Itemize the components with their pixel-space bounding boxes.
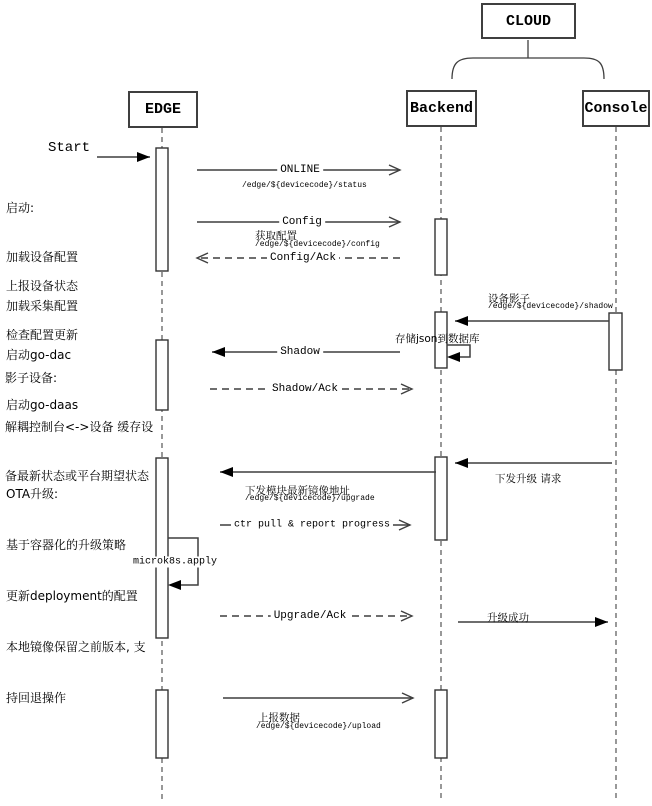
- participant-edge: [128, 91, 198, 128]
- self-store-json-label: 存储json到数据库: [395, 333, 480, 345]
- participant-backend-label: Backend: [409, 100, 473, 117]
- self-microk8s-label: microk8s.apply: [130, 557, 220, 568]
- msg-online-sublabel-0: /edge/${devicecode}/status: [242, 181, 367, 190]
- msg-config-sublabel-0: 获取配置: [255, 230, 297, 242]
- msg-shadow-report-sublabel-0: 设备影子: [488, 293, 530, 305]
- note-line: 持回退操作: [6, 691, 67, 705]
- note-line: 本地镜像保留之前版本, 支: [6, 640, 146, 654]
- note-line: 加载设备配置: [6, 250, 79, 265]
- participant-console: [582, 90, 650, 127]
- msg-shadow-report-arrowhead: [455, 316, 468, 326]
- participant-edge-label: EDGE: [144, 101, 181, 118]
- participant-cloud: [481, 3, 576, 39]
- edge-activation-2: [156, 340, 168, 410]
- msg-online-label: ONLINE: [277, 164, 323, 176]
- msg-config-label: Config: [279, 216, 325, 228]
- self-microk8s-arrowhead: [168, 580, 181, 590]
- note-line: 启动go-dac: [6, 348, 72, 363]
- participant-cloud-label: CLOUD: [505, 12, 551, 30]
- console-activation-1: [609, 313, 622, 370]
- cloud-connector-brace: [452, 58, 604, 79]
- note-line: 更新deployment的配置: [6, 589, 138, 603]
- note-line: 备最新状态或平台期望状态: [5, 469, 150, 484]
- note-line: 加载采集配置: [6, 299, 79, 314]
- msg-upgrade-push-arrowhead: [220, 467, 233, 477]
- start-arrow-arrowhead: [137, 152, 150, 162]
- msg-upgrade-push-sublabel-1: /edge/${devicecode}/upgrade: [245, 494, 375, 503]
- note-line: 影子设备:: [5, 370, 58, 385]
- msg-upgrade-push-sublabel-0: 下发模块最新镜像地址: [245, 485, 350, 497]
- msg-shadow-arrowhead: [212, 347, 225, 357]
- note-line: OTA升级:: [6, 487, 59, 501]
- edge-activation-1: [156, 148, 168, 271]
- backend-activation-1: [435, 219, 447, 275]
- msg-shadow-label: Shadow: [277, 346, 323, 358]
- backend-activation-3: [435, 457, 447, 540]
- note-ota: [6, 452, 146, 741]
- participant-console-label: Console: [584, 100, 648, 117]
- msg-upload-sublabel-1: /edge/${devicecode}/upload: [256, 722, 381, 731]
- edge-activation-4: [156, 690, 168, 758]
- msg-shadow-report-sublabel-1: /edge/${devicecode}/shadow: [488, 302, 613, 311]
- note-line: 解耦控制台<->设备 缓存设: [5, 420, 154, 435]
- msg-upload-sublabel-0: 上报数据: [258, 712, 300, 724]
- msg-config-ack-label: Config/Ack: [267, 252, 339, 264]
- msg-upgrade-request-arrowhead: [455, 458, 468, 468]
- note-line: 基于容器化的升级策略: [6, 538, 127, 552]
- note-line: 启动go-daas: [6, 397, 79, 412]
- msg-ctr-pull-label: ctr pull & report progress: [231, 520, 393, 531]
- note-line: 上报设备状态: [6, 278, 79, 293]
- msg-config-sublabel-1: /edge/${devicecode}/config: [255, 240, 380, 249]
- msg-upgrade-success-arrowhead: [595, 617, 608, 627]
- self-store-json-arrowhead: [447, 352, 460, 362]
- msg-shadow-ack-label: Shadow/Ack: [269, 383, 341, 395]
- note-line: 启动:: [6, 200, 35, 215]
- msg-upgrade-ack-label: Upgrade/Ack: [271, 610, 350, 622]
- note-line: 检查配置更新: [6, 328, 79, 343]
- start-label: Start: [48, 140, 91, 156]
- msg-upgrade-success-sublabel-0: 升级成功: [487, 612, 529, 624]
- participant-backend: [406, 90, 477, 127]
- msg-upgrade-request-sublabel-0: 下发升级 请求: [495, 473, 562, 485]
- backend-activation-4: [435, 690, 447, 758]
- edge-activation-3: [156, 458, 168, 638]
